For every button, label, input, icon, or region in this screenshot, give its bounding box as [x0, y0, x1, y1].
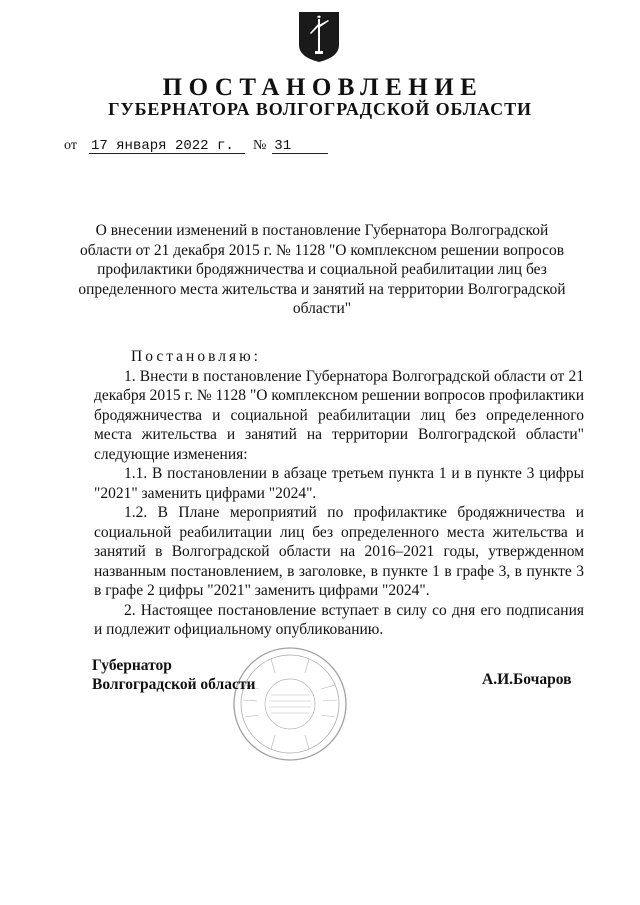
paragraph: 1. Внести в постановление Губернатора Волгоградской области от 21 декабря 2015 г. № 1128 "О комплексном решении вопросов профилактики бродяжничества и социальной реабилитации лиц без определенного места жительства и занятий на территории Волгоградской области" следующие изменения: — [94, 367, 584, 463]
number-field: 31 — [272, 139, 328, 154]
signatory-name: А.И.Бочаров — [482, 671, 572, 688]
signatory-position — [92, 656, 255, 694]
paragraph: 2. Настоящее постановление вступает в силу со дня его подписания и подлежит официальному опубликованию. — [94, 601, 584, 638]
document-body — [94, 347, 584, 640]
number-label: № — [252, 138, 267, 153]
resolution-heading: Постановляю: — [131, 348, 261, 365]
document-subtitle: ГУБЕРНАТОРА ВОЛГОГРАДСКОЙ ОБЛАСТИ — [108, 99, 532, 119]
signatory-position-line: Губернатор — [92, 657, 172, 674]
paragraph: 1.1. В постановлении в абзаце третьем пункта 1 и в пункте 3 цифры "2021" заменить цифрами "2024". — [94, 465, 584, 502]
date-number-line — [64, 138, 328, 154]
document-subject: О внесении изменений в постановление Губернатора Волгоградской области от 21 декабря 2015 г. № 1128 "О комплексном решении вопросов профилактики бродяжничества и социальной реабилитации лиц без определенного места жительства и занятий на территории Волгоградской области" — [78, 222, 566, 317]
date-label: от — [64, 138, 77, 153]
paragraph: 1.2. В Плане мероприятий по профилактике бродяжничества и социальной реабилитации лиц без определенного места жительства и занятий в Волгоградской области на 2016–2021 годы, утвержденном названным постановлением, в заголовке, в пункте 1 в графе 3, в пункте 3 в графе 2 цифры "2021" заменить цифрами "2024". — [94, 504, 584, 599]
signatory-position-line: Волгоградской области — [92, 676, 256, 693]
document-title: ПОСТАНОВЛЕНИЕ — [162, 74, 484, 101]
coat-of-arms-icon — [298, 11, 340, 63]
date-field: 17 января 2022 г. — [89, 139, 245, 154]
